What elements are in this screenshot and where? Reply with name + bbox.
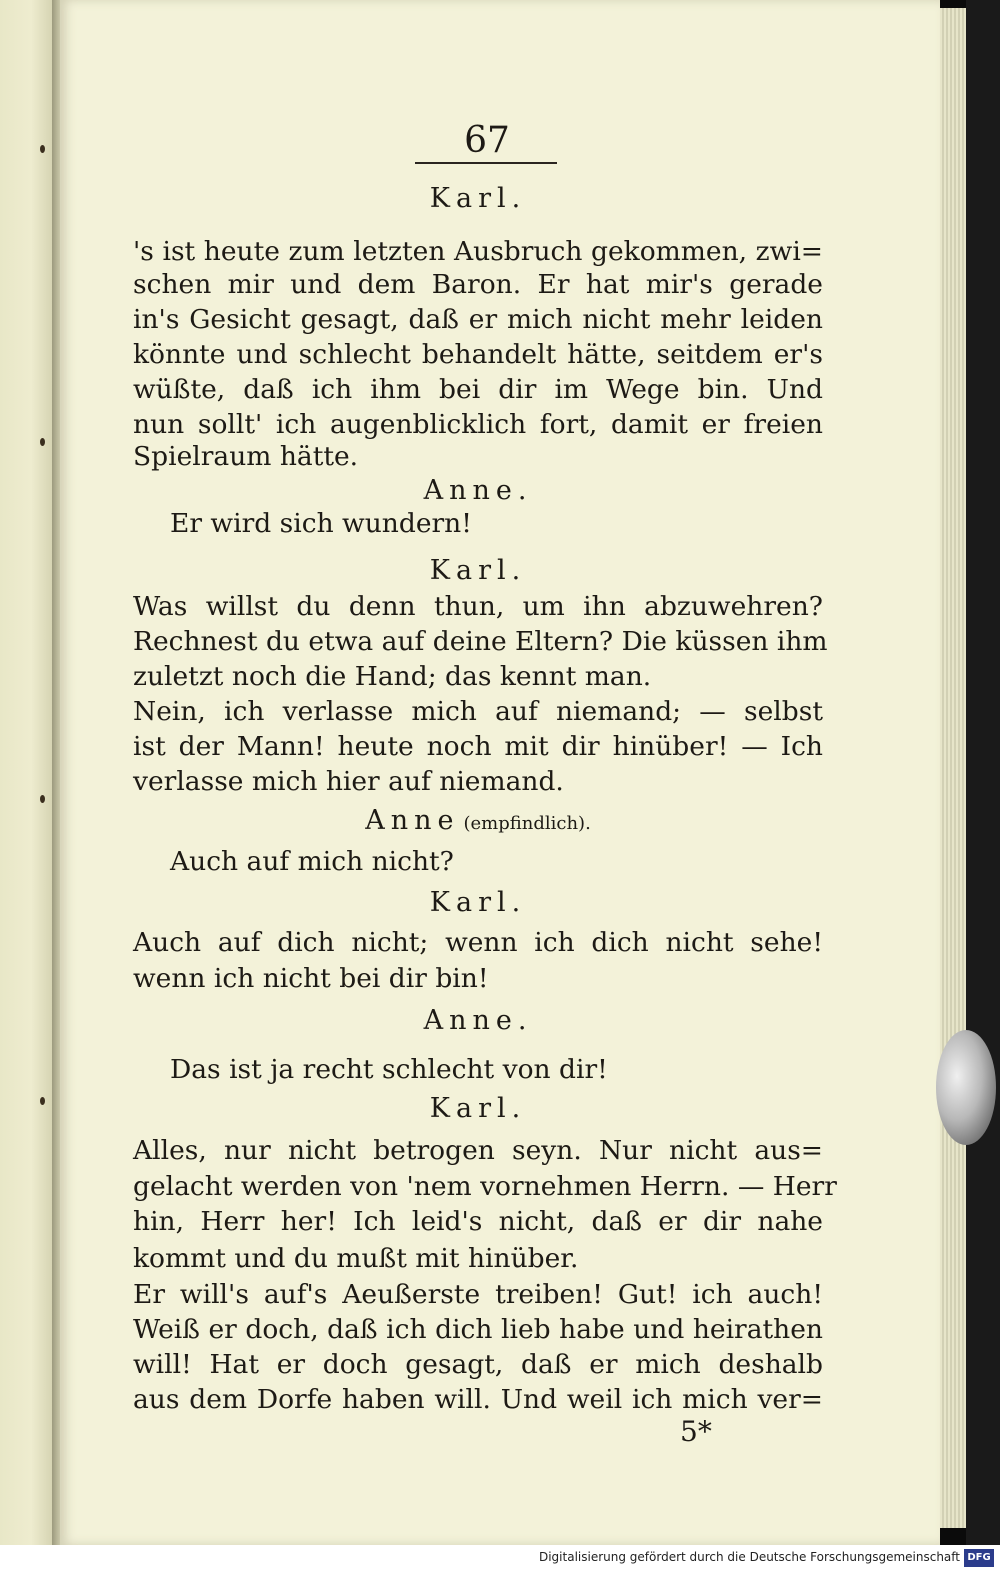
text-line: Rechnest du etwa auf deine Eltern? Die küssen ihm — [133, 626, 828, 657]
page-clip — [936, 1030, 996, 1145]
text-line: wüßte, daß ich ihm bei dir im Wege bin. Und — [133, 374, 823, 405]
text-line: könnte und schlecht behandelt hätte, seitdem er's — [133, 339, 823, 370]
text-line: gelacht werden von 'nem vornehmen Herrn. — Herr — [133, 1171, 837, 1202]
text-line: will! Hat er doch gesagt, daß er mich deshalb — [133, 1349, 823, 1380]
scan-background — [966, 0, 1000, 1545]
footer-bar — [0, 1545, 1000, 1573]
text-line: Was willst du denn thun, um ihn abzuwehren? — [133, 591, 823, 622]
header-rule — [415, 162, 557, 164]
text-line: aus dem Dorfe haben will. Und weil ich mich ver= — [133, 1384, 823, 1415]
text-line: 's ist heute zum letzten Ausbruch gekommen, zwi= — [133, 236, 823, 267]
stage-direction: (empfindlich). — [463, 813, 591, 834]
text-line: verlasse mich hier auf niemand. — [133, 766, 564, 797]
speaker-name — [133, 555, 823, 586]
binding-mark — [40, 1097, 45, 1105]
text-line: Er wird sich wundern! — [170, 508, 472, 539]
page-stack-edge — [940, 8, 966, 1528]
speaker-name — [133, 1093, 823, 1124]
text-line: Er will's auf's Aeußerste treiben! Gut! ich auch! — [133, 1279, 823, 1310]
binding-mark — [40, 145, 45, 153]
speaker-name — [133, 475, 823, 506]
book-gutter — [52, 0, 60, 1545]
speaker-label: Anne — [365, 805, 460, 836]
text-line: zuletzt noch die Hand; das kennt man. — [133, 661, 652, 692]
dfg-logo: DFG — [964, 1549, 994, 1567]
speaker-label: Karl. — [429, 555, 527, 586]
speaker-label: Anne. — [423, 475, 533, 506]
text-line: Auch auf mich nicht? — [170, 846, 454, 877]
text-line: ist der Mann! heute noch mit dir hinüber! — Ich — [133, 731, 823, 762]
funding-credit: Digitalisierung gefördert durch die Deutsche Forschungsgemeinschaft — [538, 1550, 960, 1564]
speaker-label: Karl. — [429, 1093, 527, 1124]
speaker-name — [133, 887, 823, 918]
text-line: wenn ich nicht bei dir bin! — [133, 963, 489, 994]
text-line: hin, Herr her! Ich leid's nicht, daß er dir nahe — [133, 1206, 823, 1237]
page-number: 67 — [464, 120, 510, 161]
speaker-label: Anne. — [423, 1005, 533, 1036]
text-line: Das ist ja recht schlecht von dir! — [170, 1054, 608, 1085]
facing-page-edge — [0, 0, 52, 1545]
binding-mark — [40, 795, 45, 803]
speaker-name — [133, 805, 823, 836]
text-line: Weiß er doch, daß ich dich lieb habe und heirathen — [133, 1314, 823, 1345]
speaker-label: Karl. — [429, 183, 527, 214]
speaker-name — [133, 1005, 823, 1036]
signature-mark: 5* — [680, 1415, 712, 1448]
text-line: kommt und du mußt mit hinüber. — [133, 1243, 579, 1274]
text-line: Nein, ich verlasse mich auf niemand; — selbst — [133, 696, 823, 727]
text-line: Alles, nur nicht betrogen seyn. Nur nicht aus= — [133, 1135, 823, 1166]
text-line: Auch auf dich nicht; wenn ich dich nicht sehe! — [133, 927, 823, 958]
text-line: Spielraum hätte. — [133, 441, 359, 472]
binding-mark — [40, 438, 45, 446]
text-line: in's Gesicht gesagt, daß er mich nicht mehr leiden — [133, 304, 823, 335]
text-line: nun sollt' ich augenblicklich fort, damit er freien — [133, 409, 823, 440]
speaker-name — [133, 183, 823, 214]
speaker-label: Karl. — [429, 887, 527, 918]
text-line: schen mir und dem Baron. Er hat mir's gerade — [133, 269, 823, 300]
